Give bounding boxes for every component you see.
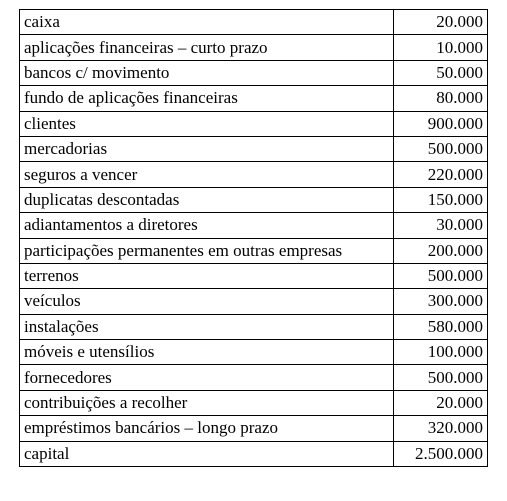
account-value: 200.000 bbox=[394, 238, 488, 263]
accounts-table-body bbox=[20, 10, 488, 467]
account-value: 20.000 bbox=[394, 390, 488, 415]
table-row bbox=[20, 365, 488, 390]
account-name: fundo de aplicações financeiras bbox=[20, 86, 394, 111]
table-row bbox=[20, 111, 488, 136]
account-name: duplicatas descontadas bbox=[20, 187, 394, 212]
table-row bbox=[20, 86, 488, 111]
account-name: participações permanentes em outras empresas bbox=[20, 238, 394, 263]
table-row bbox=[20, 60, 488, 85]
account-value: 20.000 bbox=[394, 10, 488, 35]
accounts-table bbox=[19, 9, 488, 467]
table-row bbox=[20, 136, 488, 161]
table-row bbox=[20, 162, 488, 187]
account-value: 50.000 bbox=[394, 60, 488, 85]
account-value: 580.000 bbox=[394, 314, 488, 339]
account-value: 80.000 bbox=[394, 86, 488, 111]
table-row bbox=[20, 263, 488, 288]
table-row bbox=[20, 187, 488, 212]
table-row bbox=[20, 314, 488, 339]
table-row bbox=[20, 35, 488, 60]
account-value: 900.000 bbox=[394, 111, 488, 136]
table-row bbox=[20, 10, 488, 35]
account-name: contribuições a recolher bbox=[20, 390, 394, 415]
account-value: 150.000 bbox=[394, 187, 488, 212]
account-name: veículos bbox=[20, 289, 394, 314]
account-name: instalações bbox=[20, 314, 394, 339]
account-name: aplicações financeiras – curto prazo bbox=[20, 35, 394, 60]
account-value: 300.000 bbox=[394, 289, 488, 314]
table-row bbox=[20, 340, 488, 365]
table-row bbox=[20, 441, 488, 466]
account-value: 320.000 bbox=[394, 416, 488, 441]
table-row bbox=[20, 416, 488, 441]
account-name: fornecedores bbox=[20, 365, 394, 390]
account-value: 10.000 bbox=[394, 35, 488, 60]
account-name: terrenos bbox=[20, 263, 394, 288]
account-name: capital bbox=[20, 441, 394, 466]
account-name: bancos c/ movimento bbox=[20, 60, 394, 85]
table-row bbox=[20, 390, 488, 415]
table-row bbox=[20, 289, 488, 314]
table-row bbox=[20, 213, 488, 238]
account-value: 220.000 bbox=[394, 162, 488, 187]
account-name: caixa bbox=[20, 10, 394, 35]
account-value: 100.000 bbox=[394, 340, 488, 365]
account-value: 500.000 bbox=[394, 263, 488, 288]
account-name: mercadorias bbox=[20, 136, 394, 161]
account-value: 500.000 bbox=[394, 365, 488, 390]
account-name: clientes bbox=[20, 111, 394, 136]
account-name: empréstimos bancários – longo prazo bbox=[20, 416, 394, 441]
account-name: móveis e utensílios bbox=[20, 340, 394, 365]
account-value: 2.500.000 bbox=[394, 441, 488, 466]
account-value: 30.000 bbox=[394, 213, 488, 238]
table-row bbox=[20, 238, 488, 263]
account-name: seguros a vencer bbox=[20, 162, 394, 187]
account-value: 500.000 bbox=[394, 136, 488, 161]
account-name: adiantamentos a diretores bbox=[20, 213, 394, 238]
